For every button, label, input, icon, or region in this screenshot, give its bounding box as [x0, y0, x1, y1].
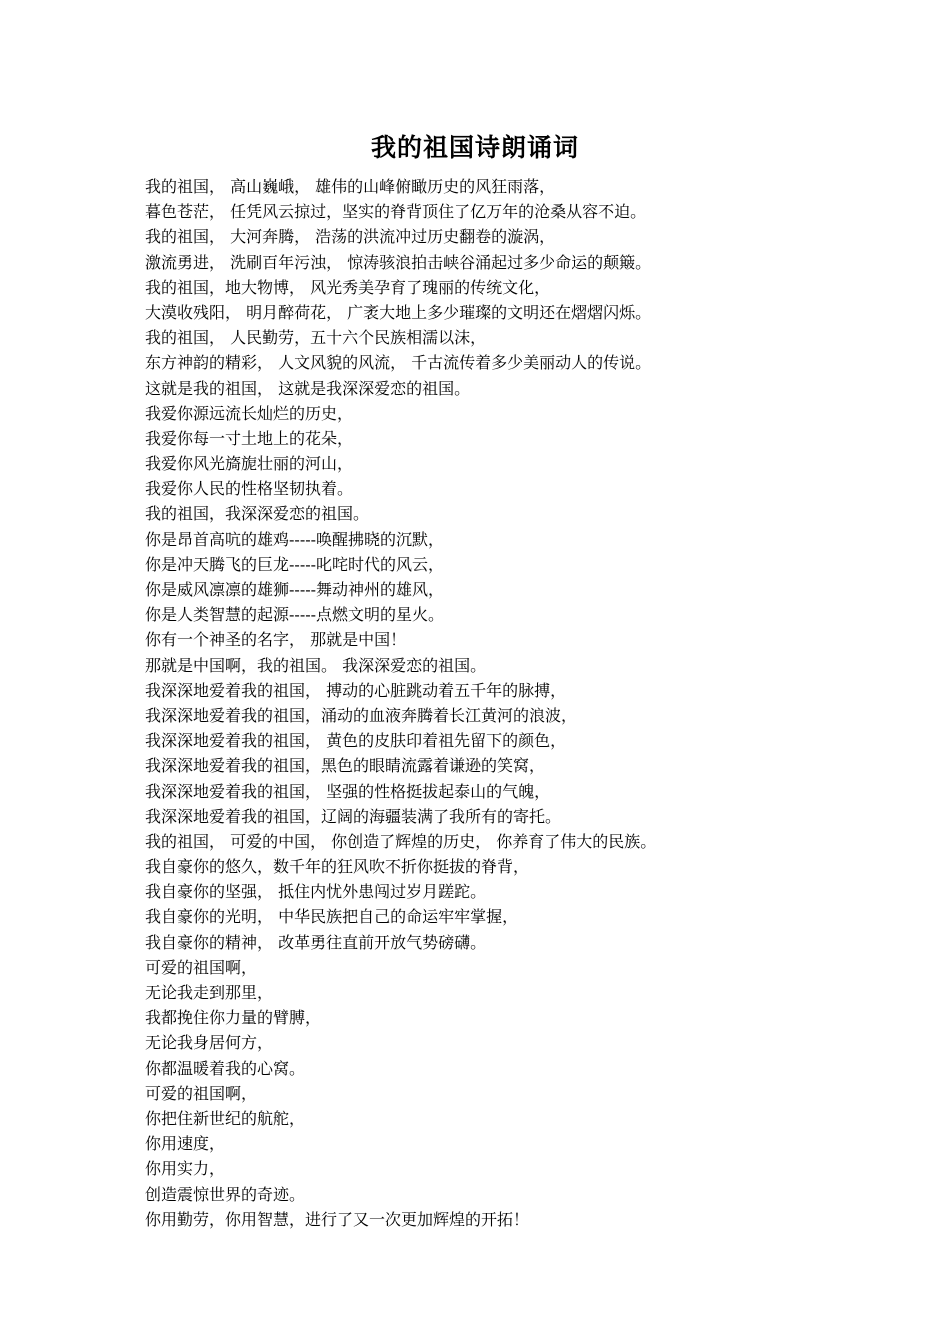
poem-line: 我都挽住你力量的臂膊，	[145, 1008, 322, 1028]
document-title: 我的祖国诗朗诵词	[370, 133, 579, 162]
poem-line: 我深深地爱着我的祖国， 搏动的心脏跳动着五千年的脉搏，	[145, 680, 567, 700]
poem-line: 你是人类智慧的起源-----点燃文明的星火。	[145, 605, 445, 625]
poem-line: 你是威风凛凛的雄狮-----舞动神州的雄风，	[145, 580, 445, 599]
poem-line: 我的祖国，地大物博， 风光秀美孕育了瑰丽的传统文化，	[145, 277, 551, 297]
poem-line: 大漠收残阳， 明月醉荷花， 广袤大地上多少璀璨的文明还在熠熠闪烁。	[145, 302, 652, 322]
poem-line: 我深深地爱着我的祖国，辽阔的海疆装满了我所有的寄托。	[145, 806, 562, 826]
poem-line: 你用实力，	[145, 1159, 226, 1179]
poem-line: 我的祖国，我深深爱恋的祖国。	[145, 504, 370, 524]
poem-line: 我的祖国， 可爱的中国， 你创造了辉煌的历史， 你养育了伟大的民族。	[145, 831, 657, 851]
poem-line: 可爱的祖国啊，	[145, 957, 258, 977]
poem-line: 暮色苍茫， 任凭风云掠过，坚实的脊背顶住了亿万年的沧桑从容不迫。	[145, 202, 647, 222]
poem-line: 你是冲天腾飞的巨龙-----叱咤时代的风云，	[145, 554, 445, 574]
poem-line: 我爱你每一寸土地上的花朵，	[145, 428, 354, 448]
poem-line: 你是昂首高吭的雄鸡-----唤醒拂晓的沉默，	[145, 529, 445, 549]
poem-line: 无论我走到那里，	[145, 983, 274, 1002]
poem-line: 你把住新世纪的航舵，	[145, 1108, 306, 1128]
poem-line: 我自豪你的悠久，数千年的狂风吹不折你挺拔的脊背，	[145, 857, 530, 877]
poem-line: 可爱的祖国啊，	[145, 1083, 258, 1103]
poem-line: 你都温暖着我的心窝。	[145, 1058, 306, 1078]
poem-line: 我自豪你的坚强， 抵住内忧外患闯过岁月蹉跎。	[145, 882, 487, 902]
poem-line: 我的祖国， 高山巍峨， 雄伟的山峰俯瞰历史的风狂雨落，	[145, 177, 556, 196]
poem-line: 我爱你人民的性格坚韧执着。	[145, 479, 354, 499]
poem-line: 我自豪你的精神， 改革勇往直前开放气势磅礴。	[145, 932, 487, 952]
poem-line: 我深深地爱着我的祖国，涌动的血液奔腾着长江黄河的浪波，	[145, 705, 578, 725]
poem-line: 我爱你风光旖旎壮丽的河山，	[145, 454, 354, 474]
poem-line: 这就是我的祖国， 这就是我深深爱恋的祖国。	[145, 378, 471, 398]
poem-line: 我的祖国， 人民勤劳，五十六个民族相濡以沫，	[145, 328, 487, 348]
poem-line: 我深深地爱着我的祖国，黑色的眼睛流露着谦逊的笑窝，	[145, 756, 546, 776]
poem-line: 我自豪你的光明， 中华民族把自己的命运牢牢掌握，	[145, 907, 519, 927]
poem-line: 我深深地爱着我的祖国， 坚强的性格挺拔起泰山的气魄，	[145, 781, 551, 801]
poem-line: 我深深地爱着我的祖国， 黄色的皮肤印着祖先留下的颜色，	[145, 731, 567, 751]
poem-line: 你用速度，	[145, 1134, 226, 1154]
poem-line: 东方神韵的精彩， 人文风貌的风流， 千古流传着多少美丽动人的传说。	[145, 353, 652, 373]
poem-line: 你用勤劳，你用智慧，进行了又一次更加辉煌的开拓！	[145, 1209, 530, 1229]
poem-line: 无论我身居何方，	[145, 1033, 274, 1053]
poem-line: 你有一个神圣的名字， 那就是中国！	[145, 630, 407, 650]
poem-line: 激流勇进， 洗刷百年污浊， 惊涛骇浪拍击峡谷涌起过多少命运的颠簸。	[145, 252, 652, 272]
poem-line: 我爱你源远流长灿烂的历史，	[145, 403, 354, 423]
poem-body	[145, 174, 925, 1232]
poem-line: 我的祖国， 大河奔腾， 浩荡的洪流冲过历史翻卷的漩涡，	[145, 227, 556, 247]
poem-line: 那就是中国啊，我的祖国。 我深深爱恋的祖国。	[145, 655, 487, 675]
poem-line: 创造震惊世界的奇迹。	[145, 1184, 306, 1204]
